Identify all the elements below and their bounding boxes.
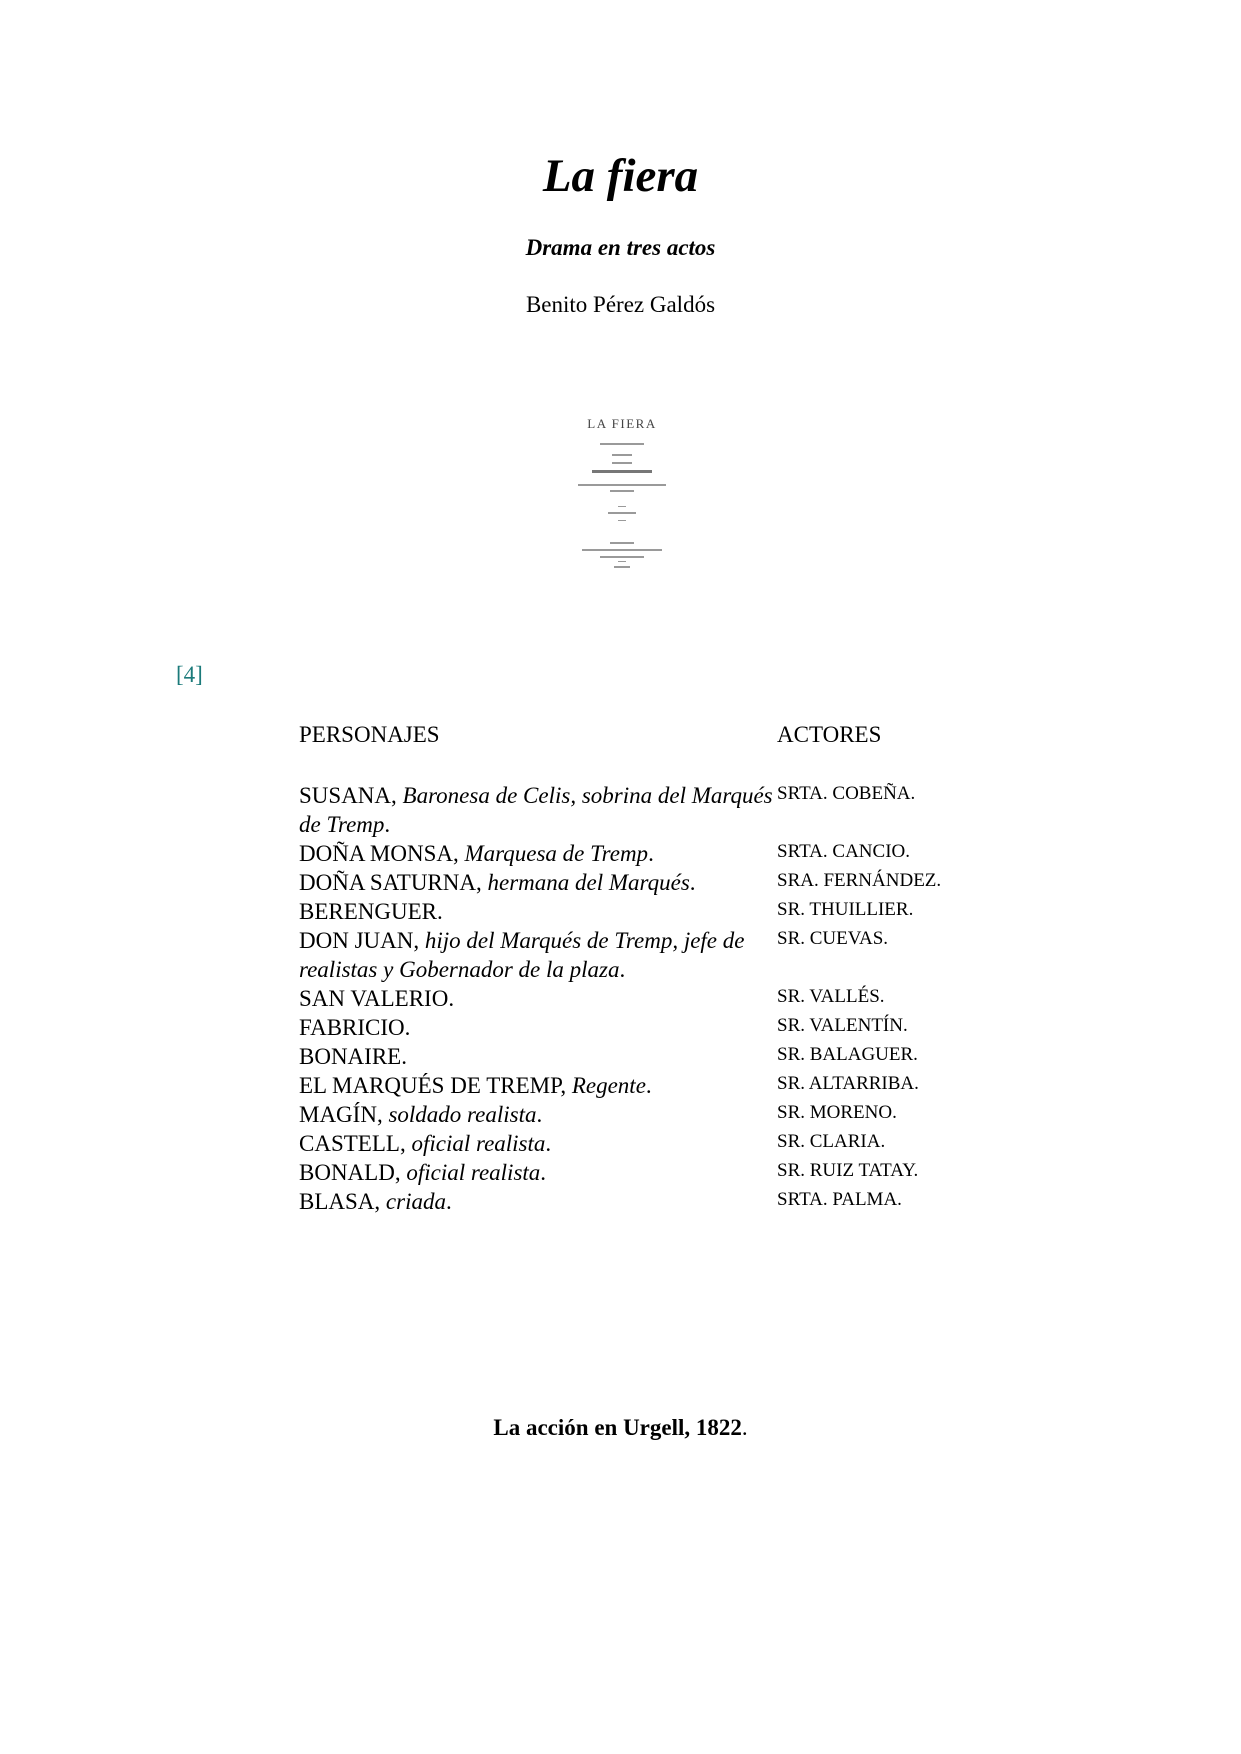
- actor-name: SRA. FERNÁNDEZ.: [777, 870, 942, 891]
- character-description: Baronesa de Celis, sobrina del Marqués de Tremp: [299, 783, 773, 837]
- actor-name: SR. THUILLIER.: [777, 899, 914, 920]
- character-cell: SAN VALERIO.: [299, 986, 455, 1011]
- book-subtitle: Drama en tres actos: [525, 235, 716, 260]
- cast-row: [299, 1187, 959, 1216]
- character-name: MAGÍN: [299, 1102, 377, 1127]
- character-name: EL MARQUÉS DE TREMP: [299, 1073, 561, 1098]
- setting-line: La acción en Urgell, 1822.: [493, 1415, 748, 1440]
- actor-name: SR. RUIZ TATAY.: [777, 1160, 919, 1181]
- actor-name: SR. CLARIA.: [777, 1131, 886, 1152]
- cast-row: [299, 1100, 959, 1129]
- actor-name: SR. VALLÉS.: [777, 986, 885, 1007]
- character-cell: BLASA, criada.: [299, 1189, 452, 1214]
- cast-row: [299, 897, 959, 926]
- actor-name: SRTA. PALMA.: [777, 1189, 902, 1210]
- page-number-marker[interactable]: [4]: [176, 662, 203, 687]
- setting-year: 1822: [695, 1415, 742, 1440]
- actor-name: SRTA. COBEÑA.: [777, 783, 916, 804]
- character-cell: FABRICIO.: [299, 1015, 411, 1040]
- character-cell: SUSANA, Baronesa de Celis, sobrina del Marqués de Tremp.: [299, 783, 773, 837]
- character-cell: BONALD, oficial realista.: [299, 1160, 547, 1185]
- character-name: DOÑA MONSA: [299, 841, 453, 866]
- character-cell: BERENGUER.: [299, 899, 443, 924]
- character-cell: BONAIRE.: [299, 1044, 407, 1069]
- character-name: BLASA: [299, 1189, 375, 1214]
- character-name: BONALD: [299, 1160, 395, 1185]
- cast-row: [299, 926, 959, 984]
- setting-text: La acción en Urgell: [493, 1415, 685, 1440]
- cover-image: [570, 408, 674, 578]
- cast-row: [299, 1158, 959, 1187]
- character-name: DOÑA SATURNA: [299, 870, 476, 895]
- actor-name: SR. ALTARRIBA.: [777, 1073, 919, 1094]
- cast-row: [299, 868, 959, 897]
- cast-row: [299, 781, 959, 839]
- character-description: criada: [385, 1189, 446, 1214]
- character-name: CASTELL: [299, 1131, 400, 1156]
- actor-name: SRTA. CANCIO.: [777, 841, 910, 862]
- cast-row: [299, 984, 959, 1013]
- character-cell: EL MARQUÉS DE TREMP, Regente.: [299, 1073, 652, 1098]
- character-description: Regente: [571, 1073, 646, 1098]
- character-name: BERENGUER: [299, 899, 437, 924]
- characters-header: PERSONAJES: [299, 722, 440, 747]
- character-description: Marquesa de Tremp: [464, 841, 649, 866]
- actor-name: SR. MORENO.: [777, 1102, 897, 1123]
- character-cell: DOÑA SATURNA, hermana del Marqués.: [299, 870, 696, 895]
- character-cell: MAGÍN, soldado realista.: [299, 1102, 543, 1127]
- character-description: oficial realista: [406, 1160, 541, 1185]
- character-name: BONAIRE: [299, 1044, 402, 1069]
- cast-list: [299, 781, 959, 1216]
- character-description: soldado realista: [388, 1102, 537, 1127]
- actor-name: SR. BALAGUER.: [777, 1044, 918, 1065]
- character-cell: DOÑA MONSA, Marquesa de Tremp.: [299, 841, 654, 866]
- book-title: La fiera: [542, 150, 699, 202]
- character-description: oficial realista: [411, 1131, 546, 1156]
- character-name: FABRICIO: [299, 1015, 405, 1040]
- actor-name: SR. CUEVAS.: [777, 928, 889, 949]
- cast-row: [299, 1071, 959, 1100]
- character-description: hermana del Marqués: [487, 870, 690, 895]
- cast-row: [299, 1042, 959, 1071]
- character-cell: DON JUAN, hijo del Marqués de Tremp, jefe de realistas y Gobernador de la plaza.: [299, 928, 745, 982]
- character-name: SAN VALERIO: [299, 986, 449, 1011]
- cover-title: LA FIERA: [587, 416, 657, 431]
- cast-row: [299, 1013, 959, 1042]
- actor-name: SR. VALENTÍN.: [777, 1015, 908, 1036]
- cast-row: [299, 1129, 959, 1158]
- character-name: SUSANA: [299, 783, 392, 808]
- book-author: Benito Pérez Galdós: [525, 292, 716, 317]
- character-cell: CASTELL, oficial realista.: [299, 1131, 552, 1156]
- character-name: DON JUAN: [299, 928, 414, 953]
- cast-row: [299, 839, 959, 868]
- character-description: hijo del Marqués de Tremp, jefe de realistas y Gobernador de la plaza: [299, 928, 745, 982]
- actors-header: ACTORES: [777, 722, 882, 747]
